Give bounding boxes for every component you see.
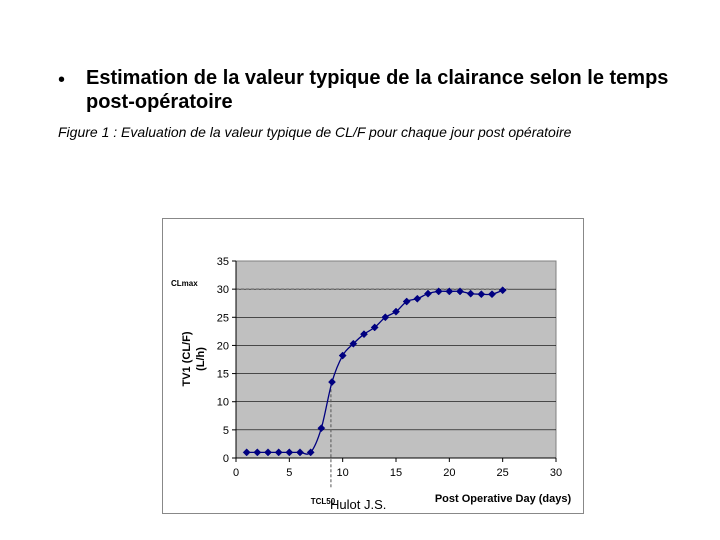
y-tick-label-25: 25 bbox=[216, 312, 229, 325]
x-tick-label-25: 25 bbox=[496, 467, 509, 479]
x-tick-label-5: 5 bbox=[286, 467, 293, 479]
y-tick-label-20: 20 bbox=[216, 340, 229, 353]
y-axis-label-line1: TV1 (CL/F) bbox=[181, 331, 193, 387]
clearance-chart bbox=[163, 219, 585, 515]
tcl50-label: TCL50 bbox=[310, 497, 336, 506]
y-tick-label-10: 10 bbox=[216, 396, 229, 409]
y-axis-label-line2: (L/h) bbox=[195, 347, 207, 371]
y-tick-label-35: 35 bbox=[216, 256, 229, 268]
x-tick-label-30: 30 bbox=[549, 467, 563, 479]
y-tick-label-5: 5 bbox=[222, 424, 229, 437]
x-tick-label-20: 20 bbox=[443, 467, 456, 479]
y-tick-label-30: 30 bbox=[216, 284, 229, 297]
y-tick-label-15: 15 bbox=[216, 368, 229, 381]
x-axis-label: Post Operative Day (days) bbox=[434, 493, 572, 505]
y-tick-label-0: 0 bbox=[222, 453, 229, 465]
figure-caption: Figure 1 : Evaluation de la valeur typique de CL/F pour chaque jour post opératoire bbox=[58, 124, 572, 140]
x-tick-label-10: 10 bbox=[336, 467, 349, 479]
chart-frame bbox=[162, 218, 584, 514]
clmax-label: CLmax bbox=[171, 279, 198, 289]
bullet-dot: • bbox=[58, 69, 66, 91]
x-tick-label-0: 0 bbox=[232, 467, 240, 479]
x-tick-label-15: 15 bbox=[389, 467, 403, 479]
plot-area bbox=[236, 261, 556, 458]
author-credit: Hulot J.S. bbox=[330, 497, 387, 512]
bullet-text: Estimation de la valeur typique de la clairance selon le temps post-opératoire bbox=[86, 67, 669, 113]
